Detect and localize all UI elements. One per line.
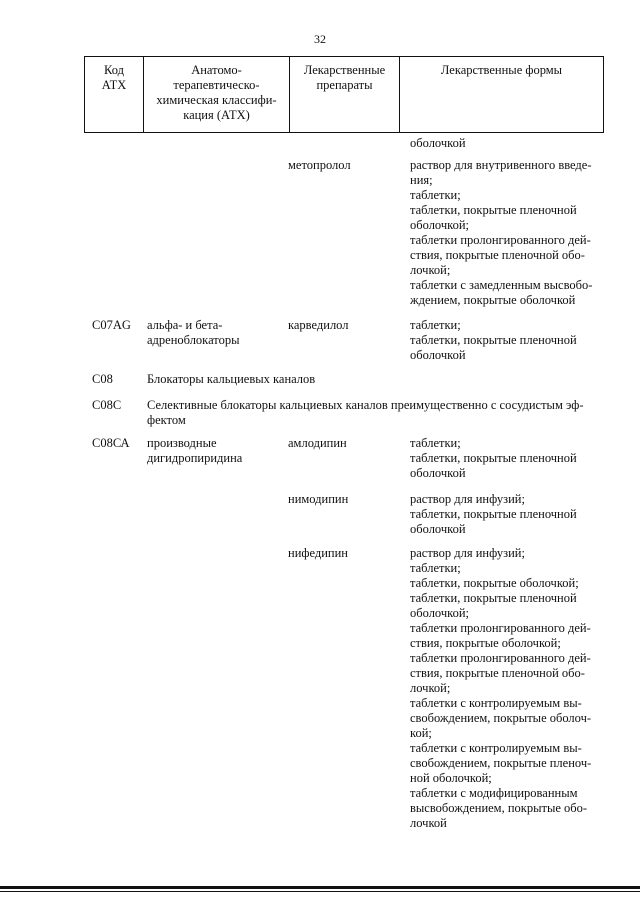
footer-rule	[0, 886, 640, 889]
drug-name: карведилол	[288, 318, 349, 332]
atc-code: С08	[92, 372, 113, 386]
form-line: таблетки пролонгированного дей-	[410, 621, 591, 635]
classification-cell	[147, 318, 287, 348]
class-line: Селективные блокаторы кальциевых каналов преимущественно с сосудистым эф-	[147, 398, 584, 412]
form-line: высвобождением, покрытые обо-	[410, 801, 588, 815]
header-line: препараты	[316, 78, 373, 92]
form-line: оболочкой	[410, 348, 466, 362]
forms-cell	[410, 318, 600, 363]
header-line: Анатомо-	[191, 63, 242, 77]
form-line: таблетки, покрытые пленочной	[410, 507, 577, 521]
forms-cell	[410, 436, 600, 481]
form-line: ной оболочкой;	[410, 771, 492, 785]
form-line: таблетки;	[410, 188, 461, 202]
drug-name: нифедипин	[288, 546, 348, 560]
class-line: фектом	[147, 413, 186, 427]
form-line: таблетки с замедленным высвобо-	[410, 278, 593, 292]
drug-name: амлодипин	[288, 436, 347, 450]
form-line: таблетки, покрытые оболочкой;	[410, 576, 579, 590]
form-line: ствия, покрытые пленочной обо-	[410, 248, 585, 262]
form-line: таблетки, покрытые пленочной	[410, 333, 577, 347]
forms-cell	[410, 492, 600, 537]
atc-code: С08СА	[92, 436, 130, 450]
form-line: лочкой;	[410, 263, 451, 277]
forms-cell	[410, 136, 600, 151]
form-line: ствия, покрытые пленочной обо-	[410, 666, 585, 680]
form-line: раствор для инфузий;	[410, 492, 525, 506]
form-line: оболочкой	[410, 522, 466, 536]
header-line: кация (АТХ)	[183, 108, 250, 122]
form-line: таблетки, покрытые пленочной	[410, 591, 577, 605]
form-line: ния;	[410, 173, 433, 187]
form-line: ствия, покрытые оболочкой;	[410, 636, 561, 650]
form-line: свобождением, покрытые пленоч-	[410, 756, 592, 770]
form-line: таблетки;	[410, 561, 461, 575]
form-line: таблетки пролонгированного дей-	[410, 233, 591, 247]
classification-cell	[147, 436, 287, 466]
footer-rule-thin	[0, 891, 640, 892]
form-line: таблетки, покрытые пленочной	[410, 203, 577, 217]
header-line: химическая классифи-	[156, 93, 277, 107]
form-line: оболочкой	[410, 466, 466, 480]
header-line: терапевтическо-	[173, 78, 260, 92]
form-line: оболочкой;	[410, 218, 469, 232]
form-line: раствор для инфузий;	[410, 546, 525, 560]
form-line: таблетки с контролируемым вы-	[410, 741, 582, 755]
classification-cell	[147, 398, 599, 428]
form-line: оболочкой;	[410, 606, 469, 620]
forms-cell	[410, 158, 600, 308]
page-number: 32	[314, 32, 326, 46]
form-line: лочкой	[410, 816, 447, 830]
form-line: оболочкой	[410, 136, 466, 150]
form-line: свобождением, покрытые оболоч-	[410, 711, 592, 725]
header-line: Лекарственные	[303, 63, 386, 77]
header-line: АТХ	[101, 78, 127, 92]
drug-name: нимодипин	[288, 492, 349, 506]
classification-cell	[147, 372, 599, 387]
form-line: таблетки;	[410, 318, 461, 332]
header-line: Код	[104, 63, 124, 77]
drug-name: метопролол	[288, 158, 351, 172]
atc-code: С07AG	[92, 318, 131, 332]
class-line: производные	[147, 436, 217, 450]
form-line: лочкой;	[410, 681, 451, 695]
atc-code: С08С	[92, 398, 122, 412]
form-line: таблетки с контролируемым вы-	[410, 696, 582, 710]
form-line: раствор для внутривенного введе-	[410, 158, 592, 172]
form-line: таблетки с модифицированным	[410, 786, 578, 800]
form-line: кой;	[410, 726, 432, 740]
header-line: Лекарственные формы	[440, 63, 563, 77]
class-line: Блокаторы кальциевых каналов	[147, 372, 316, 386]
class-line: дигидропиридина	[147, 451, 243, 465]
form-line: таблетки;	[410, 436, 461, 450]
class-line: альфа- и бета-	[147, 318, 223, 332]
form-line: таблетки, покрытые пленочной	[410, 451, 577, 465]
forms-cell	[410, 546, 600, 831]
form-line: ждением, покрытые оболочкой	[410, 293, 576, 307]
class-line: адреноблокаторы	[147, 333, 240, 347]
form-line: таблетки пролонгированного дей-	[410, 651, 591, 665]
